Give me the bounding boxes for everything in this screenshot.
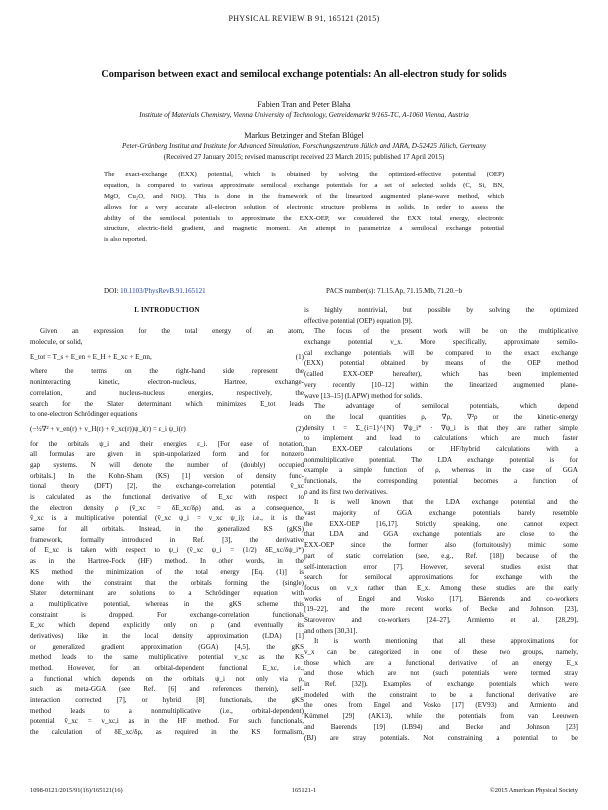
text-line: Staroverov and co-workers [24–27], Armiento et al. [28,29], [304,615,578,624]
text-line: EXX-OEP since the former also (fortuitously) mimic some [304,541,578,550]
text-line: Given an expression for the total energy of an atom, [40,327,304,336]
abstract-line: structure, electric-field gradient, and magnetic moment. An attempt to parametrize a semilocal exchange potential [104,225,504,233]
text-line: The advantage of semilocal potentials, which depend [314,402,578,411]
abstract-line: is also reported. [104,236,147,244]
text-line: a multiplicative potential, whereas in the gKS scheme this [30,599,304,608]
footer-page-number: 165121-1 [291,787,317,794]
author-names-2: Markus Betzinger and Stefan Blügel [244,131,364,140]
text-line: and others [30,31]. [304,626,358,635]
text-line: (EXX) potential obtained by means of the OEP method [304,359,578,368]
equation-2 [30,424,304,435]
text-line: self-interaction error [7]. However, several studies exist that [304,562,578,571]
text-line: interaction corrected [7], or hybrid [8] functionals, the gKS [30,696,304,705]
right-paragraph-c [304,401,578,497]
text-line: method leads to the same multiplicative potential v_xc as the KS [30,653,304,662]
equation-2-number: (2) [295,424,304,433]
abstract-line: equation, is compared to various approximate semilocal exchange potentials for a set of selected solids (C, Si, BN, [104,181,504,189]
text-line: gap systems. N will denote the number of (doubly) occupied [30,460,304,469]
text-line: same for all orbitals. Instead, in the generalized KS (gKS) [30,525,304,534]
right-paragraph-e [304,636,578,743]
text-line: done with the constraint that the orbitals forming the (single) [30,578,304,587]
text-line: part of static correlation (see, e.g., Ref. [18]) because of the [304,551,578,560]
text-line: potential v̂_xc = v_xc,i as in the HF method. For such functionals, [30,717,304,726]
text-line: E_xc which depend explicitly only on ρ (and eventually its [30,621,304,630]
text-line: vast majority of GGA exchange potentials barely resemble [304,509,578,518]
affiliation-2: Peter-Grünberg Institut and Institute for Advanced Simulation, Forschungszentrum Jülich and JARA, D-52425 Jülich, Germany [122,142,486,150]
text-line: all formulas are given in spin-unpolarized form and for nonzero [30,450,304,459]
text-line: orbitals.] In the Kohn-Sham (KS) [1] version of density func- [30,471,304,480]
text-line: a functional which depends on the orbitals ψ_i not only via ρ, [30,674,304,683]
left-column [30,305,304,738]
pacs-numbers: PACS number(s): 71.15.Ap, 71.15.Mb, 71.20.−b [326,287,463,295]
text-line: It is worth mentioning that all these approximations for [314,637,578,646]
text-line: the ones from Engel and Vosko [17] (EV93) and Armiento and [304,701,578,710]
text-line: the EXX-OEP [16,17]. Strictly speaking, one cannot expect [304,519,578,528]
running-head: PHYSICAL REVIEW B 91, 165121 (2015) [228,14,380,23]
equation-2-text: (−½∇² + v_en(r) + v_H(r) + v̂_xc(r))ψ_i(r) = ε_i ψ_i(r) [30,424,186,433]
text-line: KS method the minimization of the total energy [Eq. (1)] is [30,567,304,576]
equation-1-text: E_tot = T_s + E_en + E_H + E_xc + E_nn, [30,352,152,361]
right-column [304,305,578,743]
text-line: [19–22], and the more recent works of Becke and Johnson [23], [304,605,578,614]
text-line: ρ and its first two derivatives. [304,487,388,496]
text-line: method. However, for an orbital-dependent functional E_xc, i.e., [30,664,304,672]
abstract-line: allows for a very accurate all-electron solution of electronic structure problems in solids. In order to assess the [104,203,504,211]
footer-copyright: ©2015 American Physical Society [489,787,578,794]
text-line: and Baerends [19] (LB94) and Becke and Johnson [23] [304,722,578,731]
text-line: those which are a functional derivative of an energy E_x [304,658,578,667]
text-line: to one-electron Schrödinger equations [30,410,138,419]
text-line: and those which are not (such potentials were termed stray [304,669,578,678]
doi-link[interactable]: 10.1103/PhysRevB.91.165121 [120,287,206,295]
text-line: Kümmel [29] (AK13), while the potentials from van Leeuwen [304,712,578,721]
text-line: v_x can be categorized in one of these two groups, namely, [304,648,578,656]
text-line: than EXX-OEP calculations or HF/hybrid calculations with a [304,444,578,453]
text-line: the electron density ρ (v̂_xc = δE_xc/δρ) and, as a consequence, [30,503,304,512]
text-line: derivatives) like in the local density approximation (LDA) [1] [30,631,304,640]
intro-paragraph-3 [30,439,304,738]
right-paragraph-a [304,305,578,326]
text-line: (called EXX-OEP hereafter), which has been implemented [304,370,578,379]
text-line: density t = Σ_{i=1}^{N} ∇ψ_i* · ∇ψ_i is that they are rather simple [304,423,578,432]
doi-label: DOI: [104,287,119,295]
equation-1-number: (1) [295,352,304,361]
text-line: exchange potential v_x. More specifically, approximate semilo- [304,338,578,347]
received-dates: (Received 27 January 2015; revised manuscript received 23 March 2015; published 17 April 2015) [163,153,445,161]
text-line: is calculated as the functional derivative of E_xc with respect to [30,493,304,501]
section-heading-introduction: I. INTRODUCTION [134,306,200,314]
text-line: of E_xc is taken with respect to ψ_i (v̂_xc ψ_i = (1/2) δE_xc/δψ_i*) [30,546,304,555]
text-line: search for semilocal approximations for exchange with the [304,573,578,582]
text-line: v̂_xc is a multiplicative potential (v̂_xc ψ_i = v_xc ψ_i); i.e., it is the [30,514,304,523]
text-line: as in the Hartree-Fock (HF) method. In other words, in the [30,557,304,566]
equation-1 [30,352,304,363]
abstract [104,170,504,246]
text-line: focus on v_x rather than E_x. Among these studies are the early [304,583,578,592]
text-line: is highly nontrivial, but possible by solving the optimized [304,306,578,314]
abstract-line: The exact-exchange (EXX) potential, which is obtained by solving the optimized-effective potential (OEP) [104,171,504,178]
text-line: effective potential (OEP) equation [9]. [304,316,413,325]
text-line: noninteracting kinetic, electron-nucleus, Hartree, exchange- [30,378,304,387]
text-line: for the orbitals ψ_i and their energies ε_i. [For ease of notation, [30,439,304,448]
footer-identifier: 1098-0121/2015/91(16)/165121(16) [30,787,123,794]
text-line: The focus of the present work will be on the multiplicative [314,327,578,336]
text-line: nonmultiplicative potential. The LDA exchange potential is for [304,455,578,464]
text-line: correlation, and nucleus-nucleus energies, respectively, the [30,388,304,397]
abstract-line: ability of the semilocal potentials to approximate the EXX-OEP, we considered the EXX total energy, electronic [104,214,504,222]
affiliation-1: Institute of Materials Chemistry, Vienna University of Technology, Getreidemarkt 9/165-TC, A-1060 Vienna, Austria [139,111,469,119]
author-names-1: Fabien Tran and Peter Blaha [257,100,351,109]
right-paragraph-b [304,326,578,401]
abstract-line: MgO, Cu₂O, and NiO). This is done in the framework of the linearized augmented plane-wave method, which [104,192,504,200]
text-line: works of Engel and Vosko [17], Bäerends and co-workers [304,594,578,603]
doi-line [104,287,206,295]
text-line: that LDA and GGA exchange potentials are close to the [304,530,578,539]
text-line: the calculation of δE_xc/δρ, as required in the KS formalism, [30,728,304,737]
text-line: example a simple function of ρ, whereas in the case of GGA [304,466,578,475]
text-line: very recently [10–12] within the linearized augmented plane- [304,380,578,389]
intro-paragraph-2 [30,366,304,419]
text-line: modeled with the constraint to be a functional derivative are [304,690,578,699]
text-line: It is well known that the LDA exchange potential and the [314,498,578,507]
text-line: Slater determinant are solutions to a Schrödinger equation with [30,589,304,598]
text-line: constraint is dropped. For exchange-correlation functionals [30,610,304,619]
text-line: on the local quantities ρ, ∇ρ, ∇²ρ or the kinetic-energy [304,412,578,421]
text-line: to implement and lead to calculations which are much faster [304,434,578,443]
text-line: molecule, or solid, [30,338,83,347]
text-line: tional theory (DFT) [2], the exchange-correlation potential v̂_xc [30,482,304,491]
text-line: (BJ) are stray potentials. Not constraining a potential to be [304,733,578,742]
text-line: or generalized gradient approximation (GGA) [4,5], the gKS [30,642,304,651]
text-line: where the terms on the right-hand side represent the [30,367,304,376]
paper-title: Comparison between exact and semilocal exchange potentials: An all-electron study for solids [101,69,507,80]
text-line: wave [13–15] (LAPW) method for solids. [304,391,423,400]
text-line: method leads to a nonmultiplicative (i.e., orbital-dependent) [30,706,304,715]
text-line: cal exchange potentials will be compared to the exact exchange [304,348,578,357]
text-line: in Ref. [32]). Examples of exchange potentials which were [304,680,578,689]
text-line: functionals, the corresponding potential becomes a function of [304,477,578,485]
intro-paragraph-1 [30,326,304,347]
text-line: framework, formally introduced in Ref. [3], the derivative [30,535,304,544]
text-line: such as meta-GGA (see Ref. [6] and references therein), self- [30,685,304,694]
right-paragraph-d [304,497,578,636]
text-line: search for the Slater determinant which minimizes E_tot leads [30,399,304,408]
